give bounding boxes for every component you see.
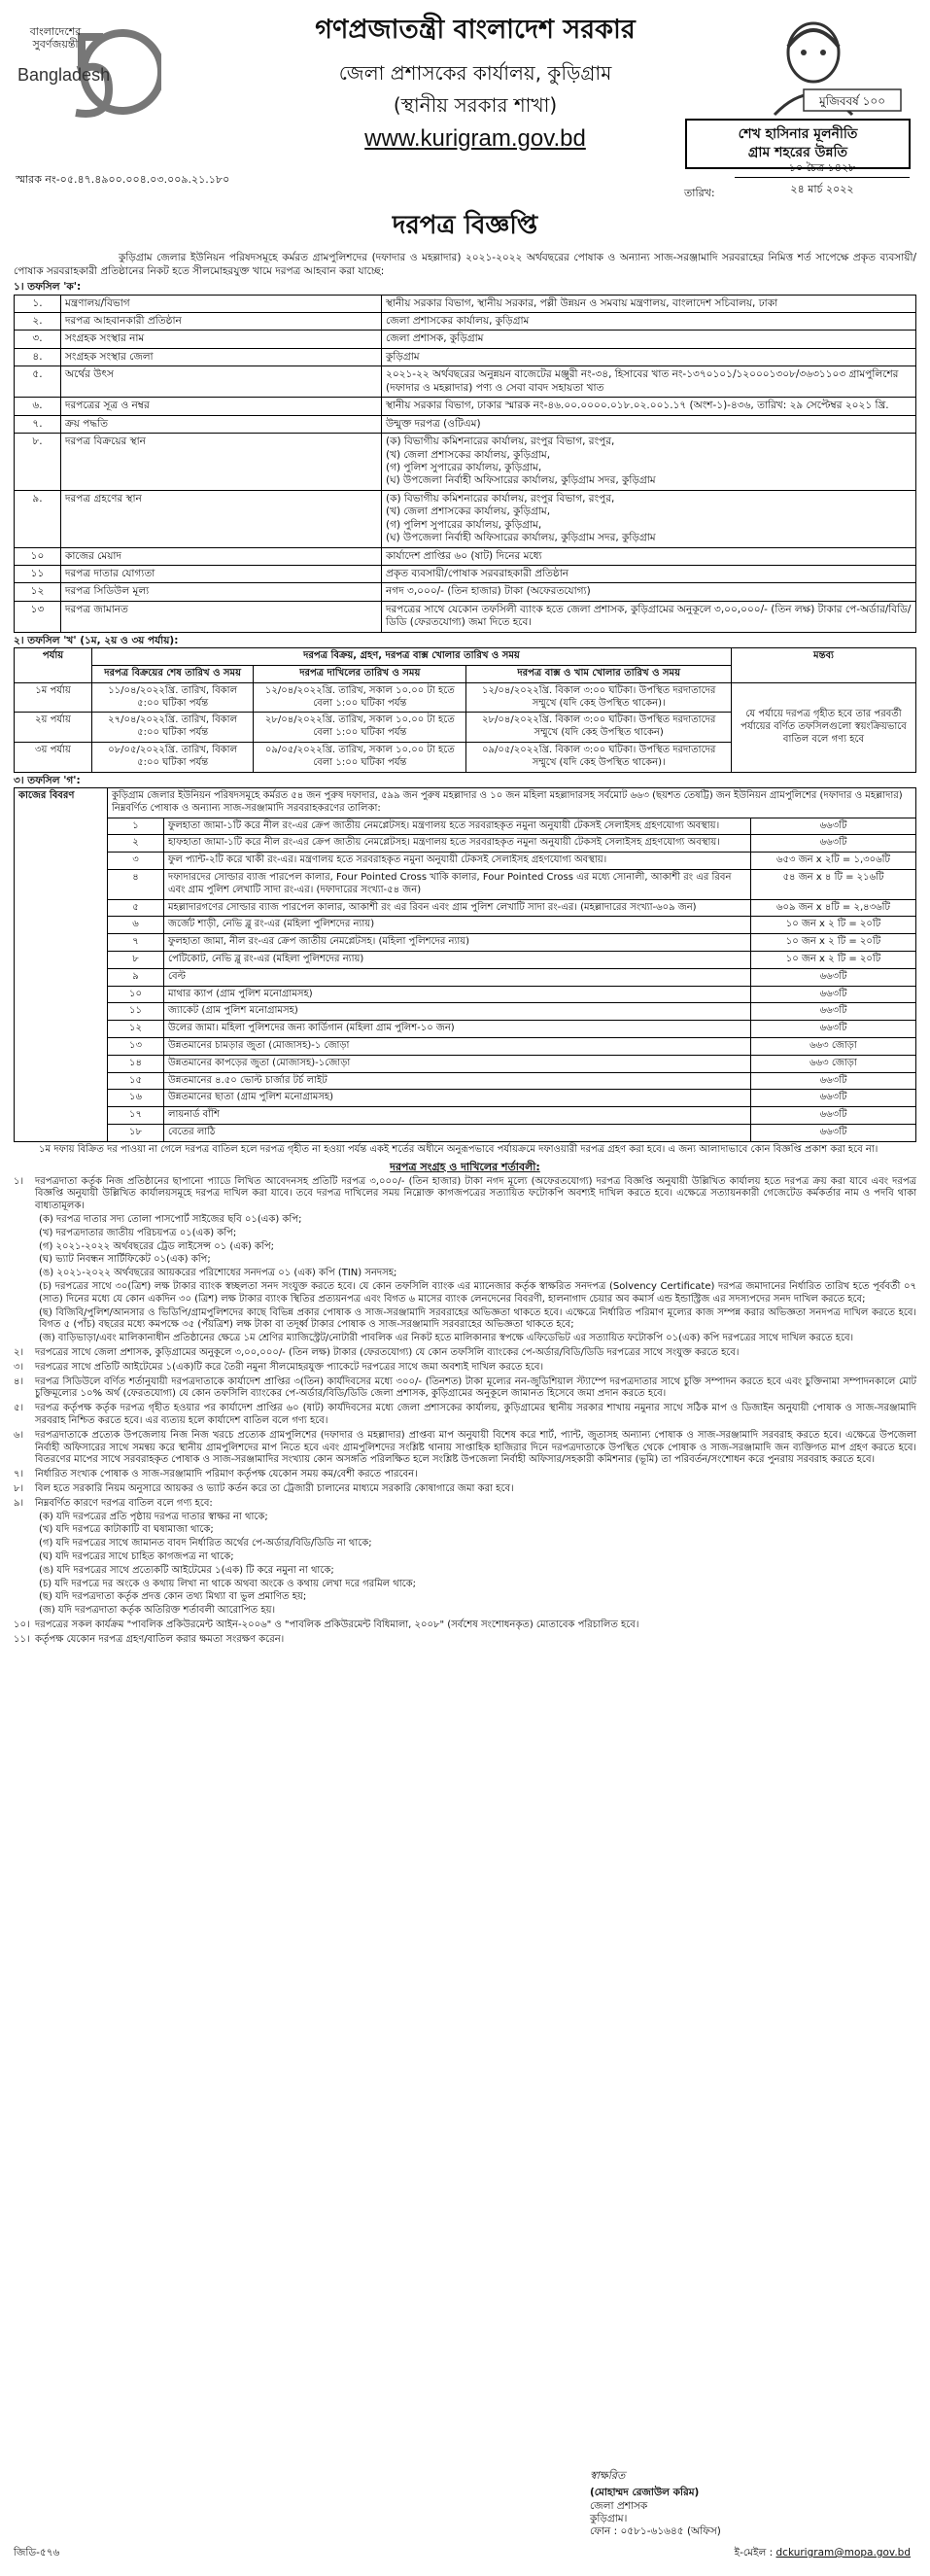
item-number: ৩ (108, 853, 164, 870)
schedule-ka-row (15, 348, 916, 366)
item-row (15, 934, 916, 952)
sub-item: (ছ) যদি দরপত্রদাতা কর্তৃক প্রদত্ত কোন তথ্য মিথ্যা বা ভুল প্রমাণিত হয়; (39, 1591, 307, 1603)
item-quantity: ৬৬৩টি (751, 1072, 916, 1090)
item-description: উন্নতমানের কাপড়ের জুতা (মোজাসহ)-১জোড়া (164, 1055, 751, 1072)
sub-item: (ঘ) ভ্যাট নিবন্ধন সার্টিফিকেট ০১(এক) কপি; (39, 1254, 211, 1266)
item-number: ১২ (108, 1021, 164, 1038)
phase-name: ৩য় পর্যায় (15, 742, 92, 772)
portrait-icon (745, 14, 911, 121)
item-description: ফুলহাতা জামা-১টি করে নীল রং-এর ক্রেপ জাতীয় নেমপ্লেটসহ। মন্ত্রণালয় হতে সরবরাহকৃত নমুনা অনুযায়ী টেকসই সেলাইসহ গ্রহণযোগ্য অবস্থায়। (164, 818, 751, 835)
condition-text: বিল হতে সরকারি নিয়ম অনুসারে আয়কর ও ভ্যাট কর্তন করে তা ট্রেজারী চালানের মাধ্যমে সরকারি কোষাগারে জমা করা হবে। (35, 1482, 514, 1494)
signatory-place: কুড়িগ্রাম। (590, 2512, 628, 2524)
signature-label: স্বাক্ষরিত (590, 2469, 626, 2482)
item-row (15, 1021, 916, 1038)
schedule-ka-row (15, 547, 916, 565)
sub-item: (খ) যদি দরপত্রে কাটাকাটি বা ঘষামাজা থাকে; (39, 1524, 214, 1536)
row-key: মন্ত্রণালয়/বিভাগ (61, 295, 382, 312)
item-number: ২ (108, 835, 164, 853)
condition-text: দরপত্র সিডিউলে বর্ণিত শর্তানুযায়ী দরপত্রদাতাকে কার্যাদেশ প্রাপ্তির ৩(তিন) কার্যদিবসের মধ্যে ৩০০/- (তিনশত) টাকা মূল্যের নন-জুডিশিয়াল স্ট্যাম্পে দরপত্রদাতার সাথে চুক্তি সম্পাদন করতে হবে এবং চুক্তিনামা সম্পাদনকালে মোট চুক্তিমূল্যের ১০% অর্থ (ফেরতযোগ্য) যে কোন তফসিলি ব্যাংকের পে-অর্ডার/বিডি/ডিডি জেলা প্রশাসক, কুড়িগ্রামের অনুকূলে জামানত হিসেবে জমা প্রদান করতে হবে। (35, 1375, 916, 1400)
item-quantity: ৬৬৩টি (751, 1124, 916, 1141)
item-quantity: ৬৬৩টি (751, 835, 916, 853)
condition-text: দরপত্র কর্তৃপক্ষ কর্তৃক দরপত্র গৃহীত হওয়ার পর কার্যাদেশ প্রাপ্তির ৬০ (ষাট) কার্যদিবসের মধ্যে জেলা প্রশাসকের কার্যালয়, কুড়িগ্রামের স্থানীয় সরকার শাখায় নমুনার সাথে সঠিক মাপ ও ডিজাইন অনুযায়ী পোষাক ও সাজ-সরঞ্জামাদি সরবরাহ নিশ্চিত করতে হবে। এর ব্যত্যয় হলে কার্যাদেশ বাতিল বলে গণ্য হবে। (35, 1403, 916, 1426)
condition-number: ৭। (14, 1469, 24, 1480)
item-number: ৫ (108, 899, 164, 917)
signature-block (590, 2469, 843, 2539)
row-number: ৭. (15, 415, 61, 433)
condition-number: ১১। (14, 1633, 30, 1645)
row-key: দরপত্র গ্রহণের স্থান (61, 490, 382, 547)
item-number: ১৩ (108, 1037, 164, 1055)
condition-text: নির্ধারিত সংখ্যক পোষাক ও সাজ-সরঞ্জামাদি পরিমাণ কর্তৃপক্ষ যেকোন সময় কম/বেশী করতে পারবেন। (35, 1469, 418, 1480)
item-row (15, 917, 916, 934)
sub-item: (খ) দরপত্রদাতার জাতীয় পরিচয়পত্র ০১(এক) কপি; (39, 1227, 237, 1238)
sale-deadline: ০৮/০৫/২০২২খ্রি. তারিখ, বিকাল ৫:০০ ঘটিকা পর্যন্ত (92, 742, 254, 772)
intro-paragraph: কুড়িগ্রাম জেলার ইউনিয়ন পরিষদসমূহে কর্মরত গ্রামপুলিশদের (দফাদার ও মহল্লাদার) ২০২১-২০২২ অর্থবছরের পোষাক ও অন্যান্য সাজ-সরঞ্জামাদি সরবরাহের নিমিত্ত শর্ত সাপেক্ষে প্রকৃত ব্যবসায়ী/পোষাক সরবরাহকারী প্রতিষ্ঠানের নিকট হতে সীলমোহরযুক্ত খামে দরপত্র আহবান করা যাচ্ছে: (14, 252, 916, 277)
item-description: ফুল প্যান্ট-২টি করে খাকী রং-এর। মন্ত্রণালয় হতে সরবরাহকৃত নমুনা অনুযায়ী টেকসই সেলাইসহ গ্রহণযোগ্য অবস্থায়। (164, 853, 751, 870)
item-description: জর্জেট শাড়ী, নেভি ব্লু রং-এর (মহিলা পুলিশদের ন্যায়) (164, 917, 751, 934)
schedule-ka-row (15, 398, 916, 415)
mujib-year-logo (745, 14, 911, 121)
schedule-ka-row (15, 313, 916, 331)
submission-time: ০৯/০৫/২০২২খ্রি. তারিখ, সকাল ১০.০০ টা হতে বেলা ১:০০ ঘটিকা পর্যন্ত (254, 742, 466, 772)
sub-item: (ক) যদি দরপত্রের প্রতি পৃষ্ঠায় দরপত্র দাতার স্বাক্ষর না থাকে; (39, 1511, 268, 1522)
row-value: জেলা প্রশাসকের কার্যালয়, কুড়িগ্রাম (382, 313, 916, 331)
row-value: ২০২১-২২ অর্থবছরের অনুন্নয়ন বাজেটের মঞ্জুরী নং-৩৪, হিসাবের খাত নং-১৩৭০১০১/১২০০০১৩০৮/৩৬৩১১০৩ গ্রামপুলিশের (দফাদার ও মহল্লাদার) পণ্য ও সেবা বাবদ সহায়তা খাত (382, 366, 916, 398)
item-row (15, 1003, 916, 1021)
condition-item (14, 1619, 916, 1632)
email-link[interactable]: dckurigram@mopa.gov.bd (775, 2547, 911, 2559)
item-number: ১৪ (108, 1055, 164, 1072)
condition-text: কর্তৃপক্ষ যেকোন দরপত্র গ্রহণ/বাতিল করার ক্ষমতা সংরক্ষণ করেন। (35, 1633, 285, 1645)
gd-code: জিডি-৫৭৬ (14, 2547, 60, 2559)
row-value: দরপত্রের সাথে যেকোন তফসিলী ব্যাংক হতে জেলা প্রশাসক, কুড়িগ্রামের অনুকূলে ৩,০০,০০০/- (তিন লক্ষ) টাকার পে-অর্ডার/বিডি/ডিডি (ফেরতযোগ্য) জমা দিতে হবে। (382, 601, 916, 632)
item-description: বেতের লাঠি (164, 1124, 751, 1141)
schedule-ka-row (15, 566, 916, 583)
item-description: উন্নতমানের চামড়ার জুতা (মোজাসহ)-১ জোড়া (164, 1037, 751, 1055)
item-description: হাফহাতা জামা-১টি করে নীল রং-এর ক্রেপ জাতীয় নেমপ্লেটসহ। মন্ত্রণালয় হতে সরবরাহকৃত নমুনা অনুযায়ী টেকসই সেলাইসহ গ্রহণযোগ্য অবস্থায়। (164, 835, 751, 853)
row-value: উন্মুক্ত দরপত্র (ওটিএম) (382, 415, 916, 433)
branch-name: (স্থানীয় সরকার শাখা) (393, 93, 558, 118)
conditions-list-3 (14, 1619, 916, 1647)
item-quantity: ৬৬৩টি (751, 968, 916, 986)
item-quantity: ৬০৯ জন x ৪টি = ২,৪৩৬টি (751, 899, 916, 917)
item-quantity: ৬৫৩ জন x ২টি = ১,৩০৬টি (751, 853, 916, 870)
item-description: পেটিকোট, নেভি ব্লু রং-এর (মহিলা পুলিশদের ন্যায়) (164, 951, 751, 968)
section3-heading: ৩। তফসিল 'গ': (14, 774, 81, 786)
notice-title: দরপত্র বিজ্ঞপ্তি (392, 211, 538, 240)
schedule-ka-row (15, 295, 916, 312)
work-description: কুড়িগ্রাম জেলার ইউনিয়ন পরিষদসমূহে কর্মরত ৫৪ জন পুরুষ দফাদার, ৫৯৯ জন পুরুষ মহল্লাদার ও ১০ জন মহিলা মহল্লাদারসহ সর্বমোট ৬৬৩ (ছয়শত তেষট্টি) জন ইউনিয়ন গ্রামপুলিশের (দফাদার ও মহল্লাদার) নিম্নবর্ণিত পোষাক ও অন্যান্য সাজ-সরঞ্জামাদি সরবরাহকরণের তালিকা: (108, 788, 916, 818)
item-row (15, 1090, 916, 1107)
date-bangla: ১০ চৈত্র ১৪২৮ (735, 161, 910, 178)
condition-item (14, 1483, 916, 1496)
conditions-title: দরপত্র সংগ্রহ ও দাখিলের শর্তাবলী: (390, 1160, 540, 1173)
website-link[interactable]: www.kurigram.gov.bd (364, 124, 586, 152)
item-description: মাথার ক্যাপ (গ্রাম পুলিশ মনোগ্রামসহ) (164, 986, 751, 1003)
slogan-line-2: গ্রাম শহরের উন্নতি (747, 144, 848, 160)
phase-note: ১ম দফায় বিক্রিত দর পাওয়া না গেলে দরপত্র বাতিল হলে দরপত্র গৃহীত না হওয়া পর্যন্ত একই শর্তের অধীনে অনুরূপভাবে পর্যায়ক্রমে দফাওয়ারী দরপত্র গ্রহণ করা হবে। এ জন্য আলাদাভাবে কোন বিজ্ঞপ্তি প্রকাশ করা হবে না। (39, 1143, 878, 1155)
item-number: ১৮ (108, 1124, 164, 1141)
header (14, 10, 916, 199)
schedule-ka-row (15, 366, 916, 398)
condition-text: দরপত্রদাতাকে প্রত্যেক উপজেলায় নিজ নিজ খরচে প্রত্যেক গ্রামপুলিশের (দফাদার ও মহল্লাদার) প্রাপ্তব্য মাপ অনুযায়ী বিশেষ করে শার্ট, প্যান্ট, জুতাসহ অন্যান্য পোষাক ও সাজ-সরঞ্জামাদি সরবরাহ করতে হবে। এক্ষেত্রে উপজেলা নির্বাহী অফিসারের সাথে সমন্বয় করে স্থানীয় গ্রামপুলিশদের মাপ নিতে হবে এবং গ্রামপুলিশদের সংশ্লিষ্ট থানায় সাপ্তাহিক হাজিরার দিনে দরপত্রদাতাকে উপস্থিত থেকে পোষাক ও সাজ-সরঞ্জামাদি জন ব্যক্তিগত মাপ গ্রহণ করতে হবে। বিতরণের মাপের সাথে সরবরাহকৃত পোষাক ও সাজ-সরঞ্জামাদির সংখ্যায় কোন অসঙ্গতি পরিলক্ষিত হলে সংশ্লিষ্ট উপজেলা নির্বাহী অফিসার/সহকারী কমিশনার (ভূমি) তা পরিবর্তন/সংশোধন করে পুনরায় সরবরাহ করতে হবে। (35, 1429, 916, 1466)
item-row (15, 1072, 916, 1090)
logo-country: Bangladesh (17, 65, 111, 85)
conditions-list-2 (14, 1347, 916, 1511)
item-description: লায়নার্ড বাঁশি (164, 1107, 751, 1125)
col-opening: দরপত্র বাক্স ও খাম খোলার তারিখ ও সময় (466, 666, 732, 683)
row-key: দরপত্র বিক্রয়ের স্থান (61, 434, 382, 491)
phase-name: ১ম পর্যায় (15, 682, 92, 713)
row-value: নগদ ৩,০০০/- (তিন হাজার) টাকা (অফেরতযোগ্য) (382, 583, 916, 601)
condition-text: নিম্নবর্ণিত কারণে দরপত্র বাতিল বলে গণ্য হবে: (35, 1497, 213, 1509)
row-value: (ক) বিভাগীয় কমিশনারের কার্যালয়, রংপুর বিভাগ, রংপুর, (খ) জেলা প্রশাসকের কার্যালয়, কুড়িগ্রাম, (গ) পুলিশ সুপারের কার্যালয়, কুড়িগ্রাম, (ঘ) উপজেলা নির্বাহী অফিসারের কার্যালয়, কুড়িগ্রাম সদর, কুড়িগ্রাম (382, 490, 916, 547)
item-number: ১০ (108, 986, 164, 1003)
item-number: ১১ (108, 1003, 164, 1021)
signatory-phone: ফোন : ০৫৮১-৬১৬৪৫ (অফিস) (590, 2525, 721, 2538)
item-number: ৭ (108, 934, 164, 952)
submission-time: ১২/০৪/২০২২খ্রি. তারিখ, সকাল ১০.০০ টা হতে বেলা ১:০০ ঘটিকা পর্যন্ত (254, 682, 466, 713)
item-quantity: ৬৬৩টি (751, 986, 916, 1003)
row-value: কুড়িগ্রাম (382, 348, 916, 366)
item-quantity: ১০ জন x ২ টি = ২০টি (751, 934, 916, 952)
row-value: (ক) বিভাগীয় কমিশনারের কার্যালয়, রংপুর বিভাগ, রংপুর, (খ) জেলা প্রশাসকের কার্যালয়, কুড়িগ্রাম, (গ) পুলিশ সুপারের কার্যালয়, কুড়িগ্রাম, (ঘ) উপজেলা নির্বাহী অফিসারের কার্যালয়, কুড়িগ্রাম সদর, কুড়িগ্রাম (382, 434, 916, 491)
row-key: দরপত্র আহবানকারী প্রতিষ্ঠান (61, 313, 382, 331)
item-row (15, 1055, 916, 1072)
item-quantity: ৫৪ জন x ৪ টি = ২১৬টি (751, 870, 916, 900)
work-description-label: কাজের বিবরণ (15, 788, 108, 1142)
condition-text: দরপত্রের সকল কার্যক্রম "পাবলিক প্রকিউরমেন্ট আইন-২০০৬" ও "পাবলিক প্রকিউরমেন্ট বিধিমালা, ২০০৮" (সর্বশেষ সংশোধনকৃত) মোতাবেক পরিচালিত হবে। (35, 1619, 639, 1630)
email-label: ই-মেইল : (734, 2547, 774, 2559)
item-number: ১৭ (108, 1107, 164, 1125)
condition-number: ৯। (14, 1497, 24, 1509)
conditions-list-1 (14, 1176, 916, 1213)
condition-item (14, 1376, 916, 1402)
condition-number: ৫। (14, 1403, 24, 1414)
sub-item: (ঘ) যদি দরপত্রের সাথে চাহিত কাগজপত্র না থাকে; (39, 1550, 234, 1562)
item-description: উলের জামা। মহিলা পুলিশদের জন্য কার্ডিগান (মহিলা গ্রাম পুলিশ-১০ জন) (164, 1021, 751, 1038)
col-submission: দরপত্র দাখিলের তারিখ ও সময় (254, 666, 466, 683)
item-description: উন্নতমানের ৪.৫০ ভোল্ট চার্জার টর্চ লাইট (164, 1072, 751, 1090)
sub-item: (চ) দরপত্রের সাথে ৩০(ত্রিশ) লক্ষ টাকার ব্যাংক স্বচ্ছলতা সনদ সংযুক্ত করতে হবে। যে কোন তফসিলি ব্যাংক এর ম্যানেজার কর্তৃক স্বাক্ষরিত সনদপত্র (Solvency Certificate) দরপত্র জমাদানের নির্ধারিত তারিখ হতে পূর্ববর্তী ০৭ (সাত) দিনের মধ্যে যে কোন একদিন ৩০ (ত্রিশ) লক্ষ টাকার ব্যাংক স্থিতির প্রত্যয়নপত্র এবং বিগত ৬ মাসের ব্যাংক লেনদেনের বিবরণী, হালনাগাদ চেয়ার অব কমার্স এন্ড ইন্ডাস্ট্রিজ এর সদস্যপদের সনদ দাখিল করতে হবে; (39, 1281, 916, 1305)
condition-item (14, 1469, 916, 1481)
row-number: ১১ (15, 566, 61, 583)
item-number: ১৫ (108, 1072, 164, 1090)
section1-heading: ১। তফসিল 'ক': (14, 281, 82, 294)
item-description: উন্নতমানের ছাতা (গ্রাম পুলিশ মনোগ্রামসহ) (164, 1090, 751, 1107)
item-number: ১৬ (108, 1090, 164, 1107)
condition-item (14, 1362, 916, 1375)
memo-number: স্মারক নং-০৫.৪৭.৪৯০০.০০৪.০৩.০০৯.২১.১৮০ (16, 173, 230, 186)
item-number: ৪ (108, 870, 164, 900)
sub-item: (ঙ) যদি দরপত্রের সাথে প্রত্যেকটি আইটেমের ১(এক) টি করে নমুনা না থাকে; (39, 1564, 334, 1576)
date-label: তারিখ: (684, 187, 715, 199)
row-number: ৯. (15, 490, 61, 547)
schedule-ga-table (14, 787, 916, 1142)
phase-remark: যে পর্যায়ে দরপত্র গৃহীত হবে তার পরবর্তী পর্যায়ের বর্ণিত তফসিলগুলো স্বয়ংক্রিয়ভাবে বাতিল বলে গণ্য হবে (732, 682, 916, 772)
item-description: মহল্লাদারগণের সোল্ডার ব্যাজ পারপেল কালার, আকাশী রং এর রিবন এবং গ্রাম পুলিশ লেখাটি সাদা রং-এর। (মহল্লাদারের সংখ্যা-৬০৯ জন) (164, 899, 751, 917)
condition-item (14, 1498, 916, 1511)
slogan-line-1: শেখ হাসিনার মূলনীতি (738, 126, 858, 142)
opening-time: ২৮/০৪/২০২২খ্রি. বিকাল ৩:০০ ঘটিকা। উপস্থিত দরদাতাদের সম্মুখে (যদি কেহ উপস্থিত থাকেন) (466, 713, 732, 743)
sub-item: (গ) যদি দরপত্রের সাথে জামানত বাবদ নির্ধারিত অর্থের পে-অর্ডার/বিডি/ডিডি না থাকে; (39, 1538, 372, 1549)
schedule-ka-row (15, 434, 916, 491)
government-title: গণপ্রজাতন্ত্রী বাংলাদেশ সরকার (315, 15, 636, 45)
submission-time: ২৮/০৪/২০২২খ্রি. তারিখ, সকাল ১০.০০ টা হতে বেলা ১:০০ ঘটিকা পর্যন্ত (254, 713, 466, 743)
item-quantity: ৬৬৩ জোড়া (751, 1055, 916, 1072)
phase-row (15, 682, 916, 713)
col-group-head: দরপত্র বিক্রয়, গ্রহণ, দরপত্র বাক্স খোলার তারিখ ও সময় (92, 648, 732, 666)
col-sale-deadline: দরপত্র বিক্রয়ের শেষ তারিখ ও সময় (92, 666, 254, 683)
condition-item (14, 1430, 916, 1467)
item-number: ১ (108, 818, 164, 835)
condition-number: ৪। (14, 1375, 24, 1387)
sub-item: (ছ) বিজিবি/পুলিশ/আনসার ও ভিডিপি/গ্রামপুলিশদের কাছে বিভিন্ন প্রকার পোষাক ও সাজ-সরঞ্জামাদি সরবরাহের অভিজ্ঞতা থাকতে হবে। এক্ষেত্রে নির্ধারিত পরিমাণ মূল্যের কাজ সম্পন্ন করার অভিজ্ঞতা সনদপত্র দাখিল করতে হবে। বিগত ৫ (পাঁচ) বছরের মধ্যে কমপক্ষে ৩৫ (পঁয়ত্রিশ) লক্ষ টাকা বা তদূর্ধ্ব টাকার পোষাক ও সাজ-সরঞ্জামাদি সরবরাহের অভিজ্ঞতা থাকতে হবে; (39, 1306, 916, 1331)
row-value: স্থানীয় সরকার বিভাগ, ঢাকার স্মারক নং-৪৬.০০.০০০০.০১৮.০২.০০১.১৭ (অংশ-১)-৪৩৬, তারিখ: ২৯ সেপ্টেম্বর ২০২১ খ্রি. (382, 398, 916, 415)
row-value: কার্যাদেশ প্রাপ্তির ৬০ (ষাট) দিনের মধ্যে (382, 547, 916, 565)
condition-text: দরপত্রদাতা কর্তৃক নিজ প্রতিষ্ঠানের ছাপানো প্যাডে লিখিত আবেদনসহ প্রতিটি দরপত্র ৩,০০০/- (তিন হাজার) টাকা নগদ মূল্যে (অফেরতযোগ্য) দরপত্র বিজ্ঞপ্তি অনুযায়ী উল্লিখিত কার্যালয় হতে দরপত্র ক্রয় করা যাবে এবং দরপত্র বিজ্ঞপ্তি অনুযায়ী উল্লিখিত কার্যালয়সমূহে দরপত্র দাখিল করা যাবে। তবে দরপত্র দাখিলের সময় নিম্নোক্ত কাগজপত্রের সত্যায়িত ফটোকপি অবশ্যই দাখিল করতে হবে। এক্ষেত্রে সত্যায়নকারী গেজেটেড কর্মকর্তার নাম ও পদবি থাকা বাধ্যতামূলক। (35, 1175, 916, 1212)
item-description: বেল্ট (164, 968, 751, 986)
row-value: প্রকৃত ব্যবসায়ী/পোষাক সরবরাহকারী প্রতিষ্ঠান (382, 566, 916, 583)
item-row (15, 1037, 916, 1055)
item-row (15, 899, 916, 917)
item-number: ৮ (108, 951, 164, 968)
item-row (15, 835, 916, 853)
golden-jubilee-logo (16, 16, 161, 134)
opening-time: ০৯/০৫/২০২২খ্রি. বিকাল ৩:০০ ঘটিকা। উপস্থিত দরদাতাদের সম্মুখে (যদি কেহ উপস্থিত থাকেন)। (466, 742, 732, 772)
sub-item: (জ) যদি দরপত্রদাতা কর্তৃক অতিরিক্ত শর্তাবলী আরোপিত হয়। (39, 1605, 276, 1617)
row-key: দরপত্রের সূত্র ও নম্বর (61, 398, 382, 415)
item-description: জ্যাকেট (গ্রাম পুলিশ মনোগ্রামসহ) (164, 1003, 751, 1021)
item-quantity: ৬৬৩টি (751, 1003, 916, 1021)
schedule-ka-row (15, 331, 916, 348)
row-number: ৪. (15, 348, 61, 366)
condition-number: ১০। (14, 1619, 30, 1630)
item-quantity: ১০ জন x ২ টি = ২০টি (751, 917, 916, 934)
item-quantity: ৬৬৩টি (751, 1107, 916, 1125)
row-key: অর্থের উৎস (61, 366, 382, 398)
item-row (15, 1107, 916, 1125)
schedule-kha-table (14, 647, 916, 772)
row-key: দরপত্র দাতার যোগ্যতা (61, 566, 382, 583)
item-row (15, 951, 916, 968)
sub-item: (ক) দরপত্র দাতার সদ্য তোলা পাসপোর্ট সাইজের ছবি ০১(এক) কপি; (39, 1214, 302, 1226)
schedule-ka-row (15, 415, 916, 433)
condition-number: ৮। (14, 1482, 24, 1494)
item-row (15, 818, 916, 835)
row-number: ১৩ (15, 601, 61, 632)
item-row (15, 986, 916, 1003)
sale-deadline: ১১/০৪/২০২২খ্রি. তারিখ, বিকাল ৫:০০ ঘটিকা পর্যন্ত (92, 682, 254, 713)
col-remark: মন্তব্য (732, 648, 916, 683)
sub-item: (চ) যদি দরপত্রে দর অংকে ও কথায় লিখা না থাকে অথবা অংকে ও কথায় লেখা দরে গরমিল থাকে; (39, 1578, 417, 1589)
row-number: ৮. (15, 434, 61, 491)
row-number: ১০ (15, 547, 61, 565)
item-quantity: ৬৬৩টি (751, 818, 916, 835)
item-row (15, 968, 916, 986)
row-value: স্থানীয় সরকার বিভাগ, স্থানীয় সরকার, পল্লী উন্নয়ন ও সমবায় মন্ত্রণালয়, বাংলাদেশ সচিবালয়, ঢাকা (382, 295, 916, 312)
sale-deadline: ২৭/০৪/২০২২খ্রি. তারিখ, বিকাল ৫:০০ ঘটিকা পর্যন্ত (92, 713, 254, 743)
mujib-logo-text: মুজিববর্ষ ১০০ (818, 94, 886, 108)
row-key: কাজের মেয়াদ (61, 547, 382, 565)
email-row (735, 2547, 911, 2559)
condition-item (14, 1347, 916, 1360)
condition-number: ২। (14, 1346, 24, 1358)
signatory-name: (মোহাম্মদ রেজাউল করিম) (590, 2487, 700, 2499)
item-quantity: ১০ জন x ২ টি = ২০টি (751, 951, 916, 968)
row-number: ১২ (15, 583, 61, 601)
schedule-ka-row (15, 490, 916, 547)
row-number: ১. (15, 295, 61, 312)
item-row (15, 870, 916, 900)
condition-text: দরপত্রের সাথে জেলা প্রশাসক, কুড়িগ্রামের অনুকূলে ৩,০০,০০০/- (তিন লক্ষ) টাকার (ফেরতযোগ্য) যে কোন তফসিলি ব্যাংকের পে-অর্ডার/বিডি/ডিডি দরপত্রের সাথে সংযুক্ত করতে হবে। (35, 1346, 740, 1358)
signatory-title: জেলা প্রশাসক (590, 2499, 648, 2512)
cancel-reasons (14, 1512, 916, 1618)
item-quantity: ৬৬৩টি (751, 1021, 916, 1038)
sub-item: (ঙ) ২০২১-২০২২ অর্থবছরের আয়করের পরিশোধের সনদপত্র ০১ (এক) কপি (TIN) সনদসহ; (39, 1268, 397, 1279)
row-number: ৫. (15, 366, 61, 398)
item-quantity: ৬৬৩ জোড়া (751, 1037, 916, 1055)
item-description: দফাদারদের সোল্ডার ব্যাজ পারপেল কালার, Four Pointed Cross খাকি কালার, Four Pointed Cross এর মধ্যে সোনালী, আকাশী রং এর রিবন এবং গ্রাম পুলিশ লেখাটি সাদা রং-এর। (দফাদারের সংখ্যা-৫৪ জন) (164, 870, 751, 900)
row-key: ক্রয় পদ্ধতি (61, 415, 382, 433)
condition-item (14, 1403, 916, 1428)
sub-item: (গ) ২০২১-২০২২ অর্থবছরের ট্রেড লাইসেন্স ০১ (এক) কপি; (39, 1240, 274, 1252)
logo-text: বাংলাদেশের সুবর্ণজয়ন্তী (29, 25, 82, 52)
item-row (15, 853, 916, 870)
row-key: দরপত্র সিডিউল মূল্য (61, 583, 382, 601)
required-documents (14, 1214, 916, 1345)
row-key: সংগ্রহক সংস্থার জেলা (61, 348, 382, 366)
condition-item (14, 1176, 916, 1213)
row-number: ৩. (15, 331, 61, 348)
section2-heading: ২। তফসিল 'খ' (১ম, ২য় ও ৩য় পর্যায়): (14, 634, 179, 646)
item-quantity: ৬৬৩টি (751, 1090, 916, 1107)
item-number: ৯ (108, 968, 164, 986)
date-english: ২৪ মার্চ ২০২২ (790, 183, 854, 195)
opening-time: ১২/০৪/২০২২খ্রি. বিকাল ৩:০০ ঘটিকা। উপস্থিত দরদাতাদের সম্মুখে (যদি কেহ উপস্থিত থাকেন)। (466, 682, 732, 713)
schedule-ka-row (15, 601, 916, 632)
item-description: ফুলহাতা জামা, নীল রং-এর ক্রেপ জাতীয় নেমপ্লেটসহ। (মহিলা পুলিশদের ন্যায়) (164, 934, 751, 952)
condition-number: ৬। (14, 1429, 24, 1441)
condition-number: ৩। (14, 1361, 24, 1373)
schedule-ka-table (14, 295, 916, 633)
row-key: সংগ্রহক সংস্থার নাম (61, 331, 382, 348)
sub-item: (জ) বাড়িভাড়া/এবং মালিকানাধীন প্রতিষ্ঠানের ক্ষেত্রে ১ম শ্রেণির ম্যাজিস্ট্রেট/নোটারী পাবলিক এর নিকট হতে মালিকানার স্বপক্ষে এফিডেভিট এর সত্যায়িত ফটোকপি ০১(এক) কপি দরপত্রের সাথে দাখিল করতে হবে। (39, 1333, 854, 1344)
row-key: দরপত্র জামানত (61, 601, 382, 632)
item-number: ৬ (108, 917, 164, 934)
col-phase: পর্যায় (15, 648, 92, 683)
row-value: জেলা প্রশাসক, কুড়িগ্রাম (382, 331, 916, 348)
notes (14, 1144, 916, 1157)
phase-name: ২য় পর্যায় (15, 713, 92, 743)
condition-item (14, 1634, 916, 1647)
condition-number: ১। (14, 1175, 24, 1187)
schedule-ka-row (15, 583, 916, 601)
condition-text: দরপত্রের সাথে প্রতিটি আইটেমের ১(এক)টি করে তৈরী নমুনা সীলমোহরযুক্ত প্যাকেটে দরপত্রের সাথে জমা অবশ্যই দাখিল করতে হবে। (35, 1361, 544, 1373)
office-name: জেলা প্রশাসকের কার্যালয়, কুড়িগ্রাম (338, 60, 612, 85)
row-number: ২. (15, 313, 61, 331)
item-row (15, 1124, 916, 1141)
row-number: ৬. (15, 398, 61, 415)
header-titles (247, 10, 704, 154)
